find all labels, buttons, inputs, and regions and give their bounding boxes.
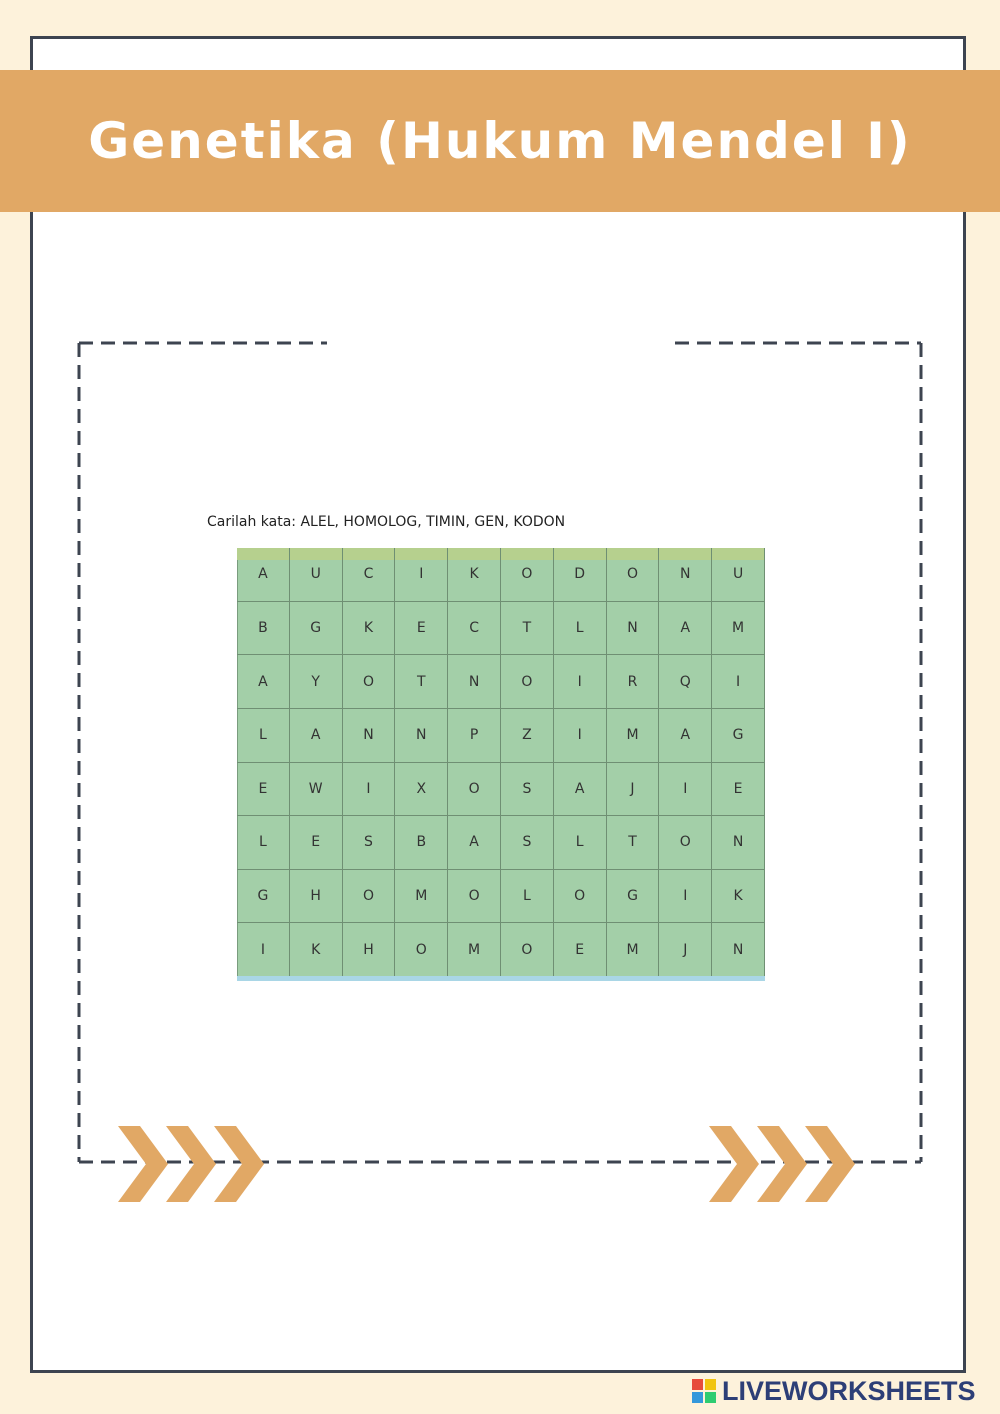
chevrons-right-icon [709, 1126, 855, 1202]
grid-footer-strip [237, 976, 765, 981]
grid-cell: O [607, 548, 660, 602]
grid-cell: E [290, 816, 343, 870]
grid-cell: K [448, 548, 501, 602]
grid-cell: R [607, 655, 660, 709]
grid-cell: I [554, 709, 607, 763]
grid-cell: S [501, 816, 554, 870]
grid-cell: U [290, 548, 343, 602]
grid-cell: A [554, 763, 607, 817]
grid-cell: O [659, 816, 712, 870]
word-search-puzzle [166, 494, 886, 1026]
grid-cell: C [343, 548, 396, 602]
grid-cell: N [343, 709, 396, 763]
grid-cell: U [712, 548, 765, 602]
grid-cell: K [290, 923, 343, 977]
grid-cell: I [659, 763, 712, 817]
grid-cell: H [290, 870, 343, 924]
grid-cell: W [290, 763, 343, 817]
grid-cell: G [607, 870, 660, 924]
grid-cell: T [395, 655, 448, 709]
chevrons-left-icon [118, 1126, 264, 1202]
grid-cell: T [501, 602, 554, 656]
grid-cell: Z [501, 709, 554, 763]
grid-cell: S [343, 816, 396, 870]
grid-cell: I [343, 763, 396, 817]
grid-cell: N [448, 655, 501, 709]
grid-cell: P [448, 709, 501, 763]
grid-cell: I [237, 923, 290, 977]
liveworksheets-logo [692, 1374, 976, 1408]
grid-cell: M [448, 923, 501, 977]
grid-cell: C [448, 602, 501, 656]
grid-cell: A [290, 709, 343, 763]
grid-cell: E [395, 602, 448, 656]
grid-cell: T [607, 816, 660, 870]
grid-cell: J [607, 763, 660, 817]
grid-cell: O [448, 763, 501, 817]
grid-cell: S [501, 763, 554, 817]
grid-cell: O [343, 870, 396, 924]
grid-cell: K [712, 870, 765, 924]
grid-cell: I [712, 655, 765, 709]
grid-cell: X [395, 763, 448, 817]
liveworksheets-logo-icon [692, 1379, 716, 1403]
grid-cell: D [554, 548, 607, 602]
grid-cell: Y [290, 655, 343, 709]
grid-cell: A [237, 548, 290, 602]
grid-cell: O [501, 923, 554, 977]
grid-cell: B [237, 602, 290, 656]
page-title: Genetika (Hukum Mendel I) [88, 112, 912, 170]
grid-cell: L [554, 816, 607, 870]
brand-name: LIVEWORKSHEETS [722, 1375, 976, 1406]
grid-cell: I [554, 655, 607, 709]
grid-cell: A [448, 816, 501, 870]
grid-cell: O [501, 655, 554, 709]
grid-cell: B [395, 816, 448, 870]
instruction-text: Carilah kata: ALEL, HOMOLOG, TIMIN, GEN, KODON [207, 514, 566, 530]
grid-cell: N [395, 709, 448, 763]
grid-cell: L [237, 709, 290, 763]
grid-cell: L [554, 602, 607, 656]
grid-cell: O [448, 870, 501, 924]
grid-cell: Q [659, 655, 712, 709]
grid-cell: G [290, 602, 343, 656]
grid-cell: G [712, 709, 765, 763]
grid-cell: O [554, 870, 607, 924]
grid-cell: L [237, 816, 290, 870]
grid-cell: M [607, 709, 660, 763]
grid-cell: A [237, 655, 290, 709]
grid-cell: E [237, 763, 290, 817]
grid-cell: M [712, 602, 765, 656]
grid-cell: N [607, 602, 660, 656]
grid-cell: A [659, 602, 712, 656]
grid-cell: K [343, 602, 396, 656]
grid-cell: M [607, 923, 660, 977]
grid-cell: N [659, 548, 712, 602]
grid-cell: J [659, 923, 712, 977]
grid-cell: O [395, 923, 448, 977]
letter-grid [237, 548, 765, 977]
grid-cell: I [395, 548, 448, 602]
grid-cell: M [395, 870, 448, 924]
grid-cell: I [659, 870, 712, 924]
grid-cell: E [554, 923, 607, 977]
grid-cell: N [712, 923, 765, 977]
grid-cell: N [712, 816, 765, 870]
grid-cell: G [237, 870, 290, 924]
grid-cell: H [343, 923, 396, 977]
grid-cell: L [501, 870, 554, 924]
grid-cell: A [659, 709, 712, 763]
grid-cell: O [343, 655, 396, 709]
grid-cell: E [712, 763, 765, 817]
grid-cell: O [501, 548, 554, 602]
